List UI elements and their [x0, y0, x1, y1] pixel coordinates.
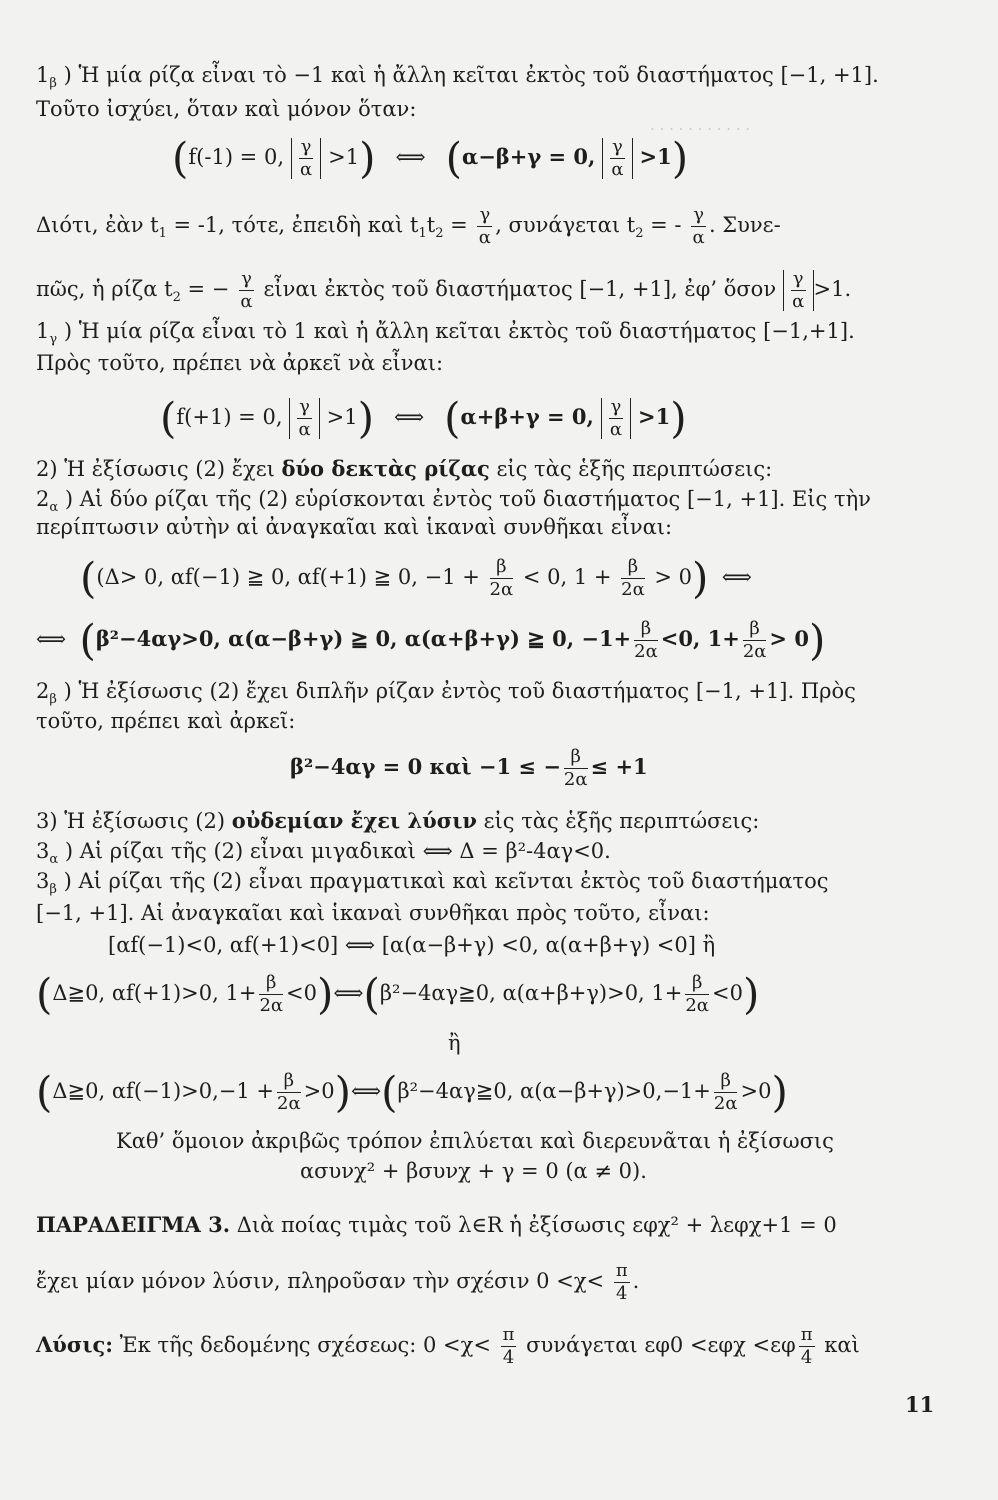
- paragraph-3a: $3_\alpha$ ) Αἱ ρίζαι τῆς (2) εἶναι μιγαδικαὶ ⟺ Δ = β²-4αγ<0.: [36, 839, 611, 868]
- example-3: ΠΑΡΑΔΕΙΓΜΑ 3. Διὰ ποίας τιμὰς τοῦ λ∈R ἡ ἐξίσωσις εφχ² + λεφχ+1 = 0: [36, 1212, 837, 1237]
- paragraph-2b-cont: τοῦτο, πρέπει καὶ ἀρκεῖ:: [36, 709, 296, 733]
- solution-line: Λύσις: Ἐκ τῆς δεδομένης σχέσεως: 0 <χ< $\frac{\pi}{4}$ συνάγεται εφ0 <εφχ <εφ $\frac{\pi}{4}$ καὶ: [36, 1324, 860, 1368]
- paragraph-2b: $2_\beta$ ) Ἡ ἐξίσωσις (2) ἔχει διπλῆν ρίζαν ἐντὸς τοῦ διαστήματος [−1, +1]. Πρὸς: [36, 679, 856, 708]
- equation-3b-line2: (Δ≧0, αf(+1)>0, 1+ $\frac{\beta}{2\alpha}$ <0)⟺(β²−4αγ≧0, α(α+β+γ)>0, 1+ $\frac{\beta}{2\alpha}$ <0): [36, 969, 760, 1019]
- paragraph-2: 2) Ἡ ἐξίσωσις (2) ἔχει δύο δεκτὰς ρίζας εἰς τὰς ἑξῆς περιπτώσεις:: [36, 456, 773, 481]
- paragraph-2a-cont: περίπτωσιν αὐτὴν αἱ ἀναγκαῖαι καὶ ἱκαναὶ συνθῆκαι εἶναι:: [36, 515, 673, 539]
- example-3-cont: ἔχει μίαν μόνον λύσιν, πληροῦσαν τὴν σχέσιν 0 <χ< $\frac{\pi}{4}$ .: [36, 1260, 640, 1304]
- paragraph-3b: $3_\beta$ ) Αἱ ρίζαι τῆς (2) εἶναι πραγματικαὶ καὶ κεῖνται ἐκτὸς τοῦ διαστήματος: [36, 869, 829, 898]
- paragraph-3b-cont: [−1, +1]. Αἱ ἀναγκαῖαι καὶ ἱκαναὶ συνθῆκαι πρὸς τοῦτο, εἶναι:: [36, 901, 710, 925]
- paragraph-dioti: Διότι, ἐὰν $t_1 = -1$, τότε, ἐπειδὴ καὶ $t_1t_2$ = $\frac{\gamma}{\alpha}$ , συνάγεται $t_2$ = - $\frac{\gamma}{\alpha}$ . Συνε-: [36, 204, 781, 248]
- paragraph-2a: $2_\alpha$ ) Αἱ δύο ρίζαι τῆς (2) εὑρίσκονται ἐντὸς τοῦ διαστήματος [−1, +1]. Εἰς τὴν: [36, 487, 871, 516]
- paragraph-1g: $1_\gamma$ ) Ἡ μία ρίζα εἶναι τὸ 1 καὶ ἡ ἄλλη κεῖται ἐκτὸς τοῦ διαστήματος [−1,+1].: [36, 319, 855, 348]
- paragraph-kath: Καθ’ ὅμοιον ἀκριβῶς τρόπον ἐπιλύεται καὶ διερευνᾶται ἡ ἐξίσωσις: [116, 1129, 834, 1153]
- paragraph-1g-intro: Πρὸς τοῦτο, πρέπει νὰ ἀρκεῖ νὰ εἶναι:: [36, 351, 444, 375]
- equation-1g: (f(+1) = 0, $\frac{\gamma}{\alpha}$ >1) ⟺ (α+β+γ = 0, $\frac{\gamma}{\alpha}$ >1): [160, 393, 687, 443]
- page-number: 11: [905, 1392, 935, 1417]
- or-word: ἢ: [448, 1031, 461, 1055]
- equation-3b-line3: (Δ≧0, αf(−1)>0,−1 + $\frac{\beta}{2\alpha}$ >0)⟺(β²−4αγ≧0, α(α−β+γ)>0,−1+ $\frac{\beta}{2\alpha}$ >0): [36, 1067, 788, 1117]
- paragraph-3: 3) Ἡ ἐξίσωσις (2) οὐδεμίαν ἔχει λύσιν εἰς τὰς ἑξῆς περιπτώσεις:: [36, 808, 760, 833]
- equation-3b-af: [αf(−1)<0, αf(+1)<0] ⟺ [α(α−β+γ) <0, α(α+β+γ) <0] ἢ: [108, 933, 716, 957]
- equation-2a-line2: ⟺ (β²−4αγ>0, α(α−β+γ) ≧ 0, α(α+β+γ) ≧ 0, −1+ $\frac{\beta}{2\alpha}$ <0, 1+ $\frac{\beta}{2\alpha}$ > 0): [36, 615, 826, 665]
- paragraph-pos: πῶς, ἡ ρίζα $t_2$ = − $\frac{\gamma}{\alpha}$ εἶναι ἐκτὸς τοῦ διαστήματος [−1, +1], ἐφ’ ὅσον $\frac{\gamma}{\alpha}$ >1.: [36, 268, 852, 312]
- equation-kath: ασυνχ² + βσυνχ + γ = 0 (α ≠ 0).: [300, 1159, 647, 1183]
- equation-2a-line1: ((Δ> 0, αf(−1) ≧ 0, αf(+1) ≧ 0, −1 + $\frac{\beta}{2\alpha}$ < 0, 1 + $\frac{\beta}{2\alpha}$ > 0) ⟺: [80, 553, 752, 603]
- paragraph-1b-intro: Τοῦτο ἰσχύει, ὅταν καὶ μόνον ὅταν:: [36, 97, 417, 121]
- equation-2b: β²−4αγ = 0 καὶ −1 ≤ − $\frac{\beta}{2\alpha}$ ≤ +1: [290, 746, 648, 790]
- bleed-through-text: · · · · · · · · · · ·: [650, 120, 751, 138]
- equation-1b: (f(-1) = 0, $\frac{\gamma}{\alpha}$ >1) ⟺ (α−β+γ = 0, $\frac{\gamma}{\alpha}$ >1): [172, 133, 689, 183]
- paragraph-1b: $1_\beta$ ) Ἡ μία ρίζα εἶναι τὸ −1 καὶ ἡ ἄλλη κεῖται ἐκτὸς τοῦ διαστήματος [−1, +1].: [36, 63, 879, 92]
